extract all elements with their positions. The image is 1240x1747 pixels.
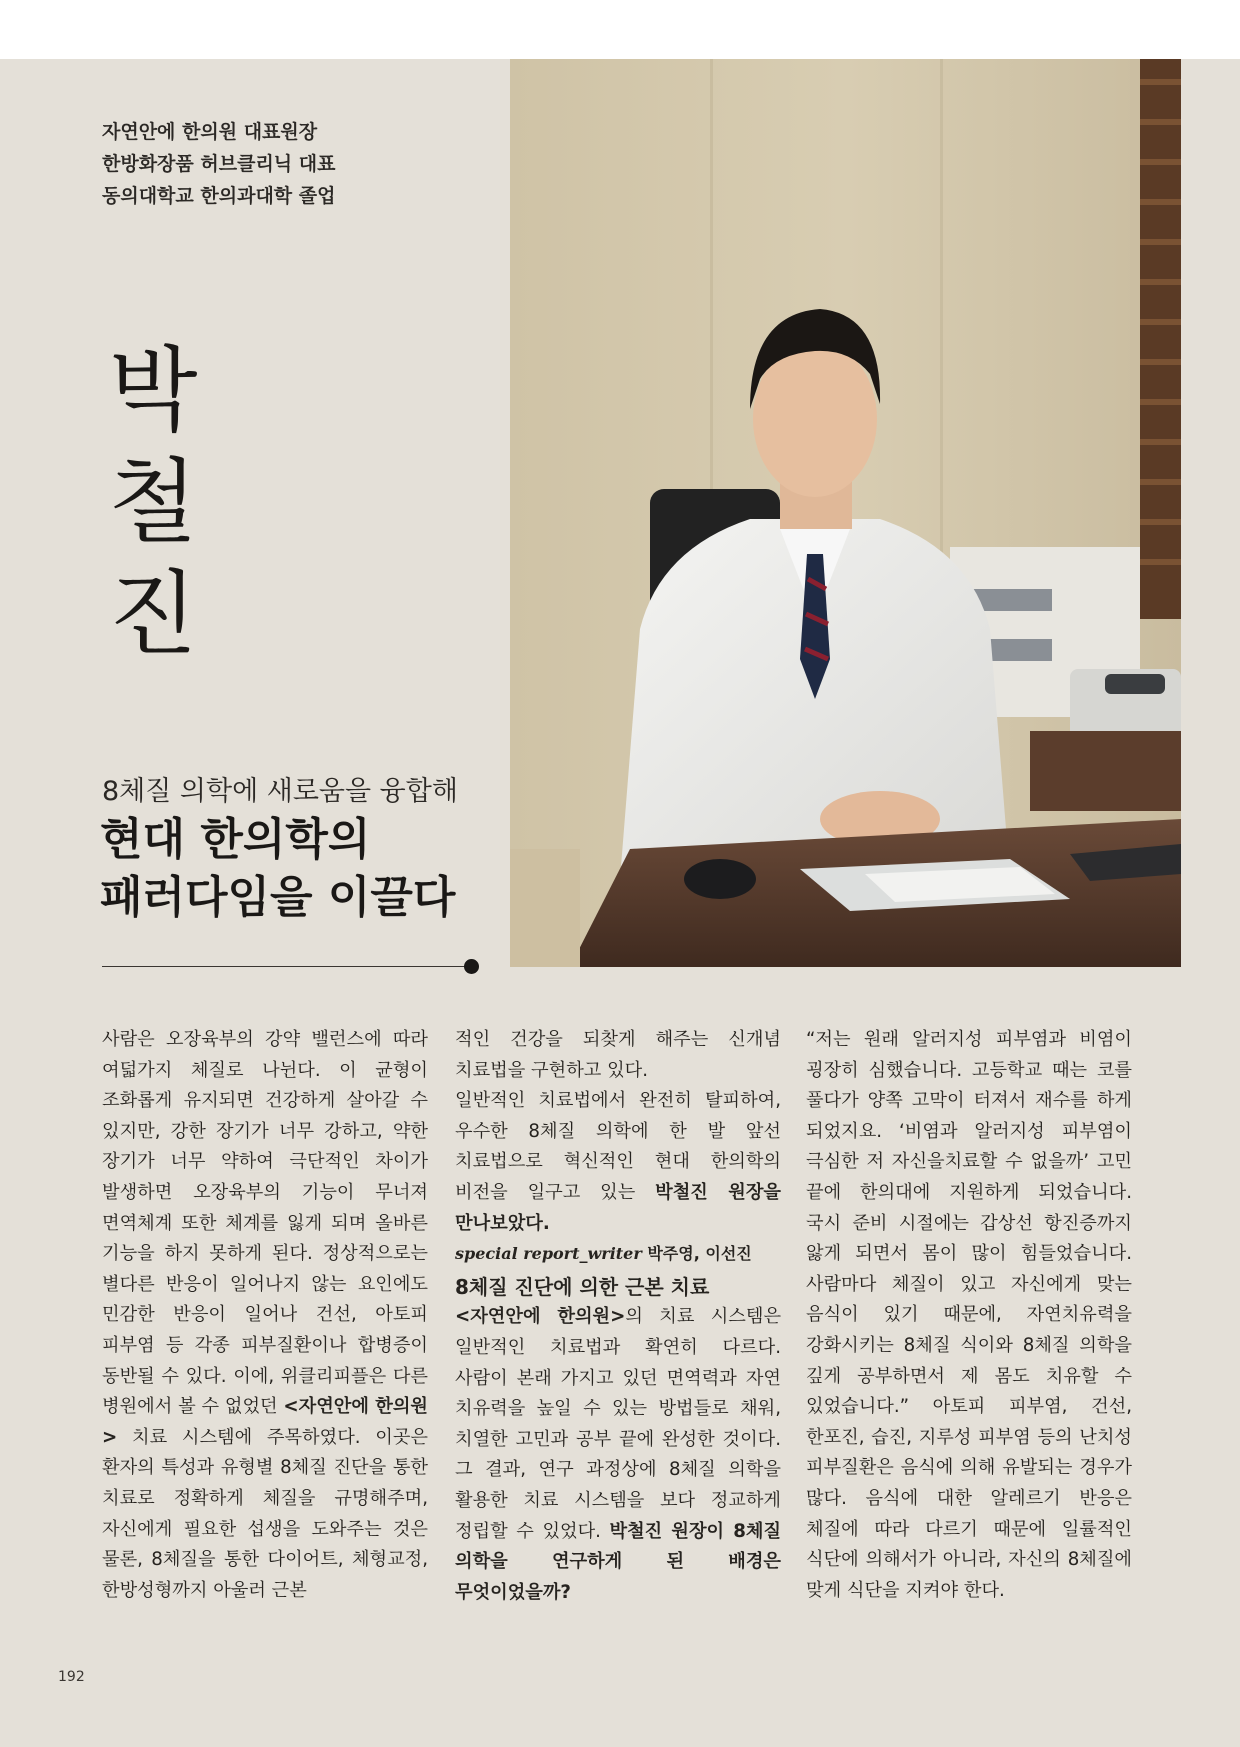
text: 의 치료 시스템은 일반적인 치료법과 확연히 다르다. 사람이 본래 가지고 있던 면역력과 자연 치유력을 높일 수 있는 방법들로 채워, 치열한 고민과 공부 끝에 완성한 것이다. 그 결과, 연구 과정상에 8체질 의학을 활용한 치료 시스템을 보다 정교하게 정립할 수 있었다. (455, 1306, 782, 1542)
name-char: 철 (108, 449, 198, 556)
paragraph (102, 1025, 428, 1606)
section-heading: 8체질 진단에 의한 근본 치료 (455, 1274, 710, 1299)
credentials (102, 116, 402, 212)
paragraph: “저는 원래 알러지성 피부염과 비염이 굉장히 심했습니다. 고등학교 때는 코를 풀다가 양쪽 고막이 터져서 재수를 하게 되었지요. ‘비염과 알러지성 피부염이 극심한 저 자신을치료할 수 없을까’ 고민 끝에 한의대에 지원하게 되었습니다. 국시 준비 시절에는 갑상선 항진증까지 앓게 되면서 몸이 많이 힘들었습니다. 사람마다 체질이 있고 자신에게 맞는 음식이 있기 때문에, 자연치유력을 강화시키는 8체질 식이와 8체질 의학을 깊게 공부하면서 제 몸도 치유할 수 있었습니다.” 아토피 피부염, 건선, 한포진, 습진, 지루성 피부염 등의 난치성 피부질환은 음식에 의해 유발되는 경우가 많다. 음식에 대한 알레르기 반응은 체질에 따라 다르기 때문에 일률적인 식단에 의해서가 아니라, 자신의 8체질에 맞게 식단을 지켜야 한다. (806, 1029, 1132, 1601)
clinic-name: <자연안에 한의원> (455, 1306, 626, 1328)
text: 일반적인 치료법에서 완전히 탈피하여, 우수한 8체질 의학에 한 발 앞선 치료법으로 혁신적인 현대 한의학의 비전을 일구고 있는 (455, 1090, 781, 1203)
credential-line: 동의대학교 한의과대학 졸업 (102, 185, 336, 207)
text: 사람은 오장육부의 강약 밸런스에 따라 여덟가지 체질로 나뉜다. 이 균형이 조화롭게 유지되면 건강하게 살아갈 수 있지만, 강한 장기가 너무 강하고, 약한 장기가 너무 약하여 극단적인 차이가 발생하면 오장육부의 기능이 무너져 면역체계 또한 체계를 잃게 되며 올바른 기능을 하지 못하게 된다. 정상적으로는 별다른 반응이 일어나지 않는 요인에도 민감한 반응이 일어나 건선, 아토피 피부염 등 각종 피부질환이나 합병증이 동반될 수 있다. 이에, 위클리피플은 다른 병원에서 볼 수 없었던 (102, 1029, 428, 1418)
article-column-1 (102, 1025, 428, 1606)
headline-line: 패러다임을 이끌다 (100, 872, 456, 923)
paragraph (455, 1086, 781, 1239)
divider-dot (464, 959, 479, 974)
article-subtitle: 8체질 의학에 새로움을 융합해 (102, 776, 458, 807)
person-ref: 박철진 원장 (655, 1181, 764, 1203)
text: 치료 시스템에 주목하였다. 이곳은 환자의 특성과 유형별 8체질 진단을 통한 치료로 정확하게 체질을 규명해주며, 자신에게 필요한 섭생을 도와주는 것은 물론, 8체질을 통한 다이어트, 체형교정, 한방성형까지 아울러 근본 (102, 1426, 428, 1601)
headline-line: 현대 한의학의 (100, 814, 371, 865)
credential-line: 한방화장품 허브클리닉 대표 (102, 153, 336, 175)
byline-label: special report_writer (455, 1244, 642, 1264)
article-headline (100, 811, 455, 927)
credential-line: 자연안에 한의원 대표원장 (102, 121, 318, 143)
text: 을 만나보았다. (455, 1181, 781, 1234)
article-column-2 (455, 1025, 781, 1608)
byline-writers: 박주영, 이선진 (641, 1244, 752, 1264)
question: 박철진 원장이 8체질 의학을 연구하게 된 배경은 무엇이었을까? (455, 1520, 782, 1603)
byline (455, 1239, 781, 1270)
page-number: 192 (58, 1669, 85, 1685)
paragraph: 적인 건강을 되찾게 해주는 신개념 치료법을 구현하고 있다. (455, 1029, 781, 1081)
name-char: 진 (108, 561, 198, 668)
divider-line (102, 966, 470, 967)
clinic-name: <자연안에 한의원> (102, 1396, 428, 1448)
paragraph (455, 1302, 781, 1608)
article-column-3 (806, 1025, 1132, 1606)
portrait-photo (510, 59, 1181, 967)
person-name (98, 335, 208, 671)
name-char: 박 (108, 337, 198, 444)
magazine-page (0, 59, 1240, 1747)
